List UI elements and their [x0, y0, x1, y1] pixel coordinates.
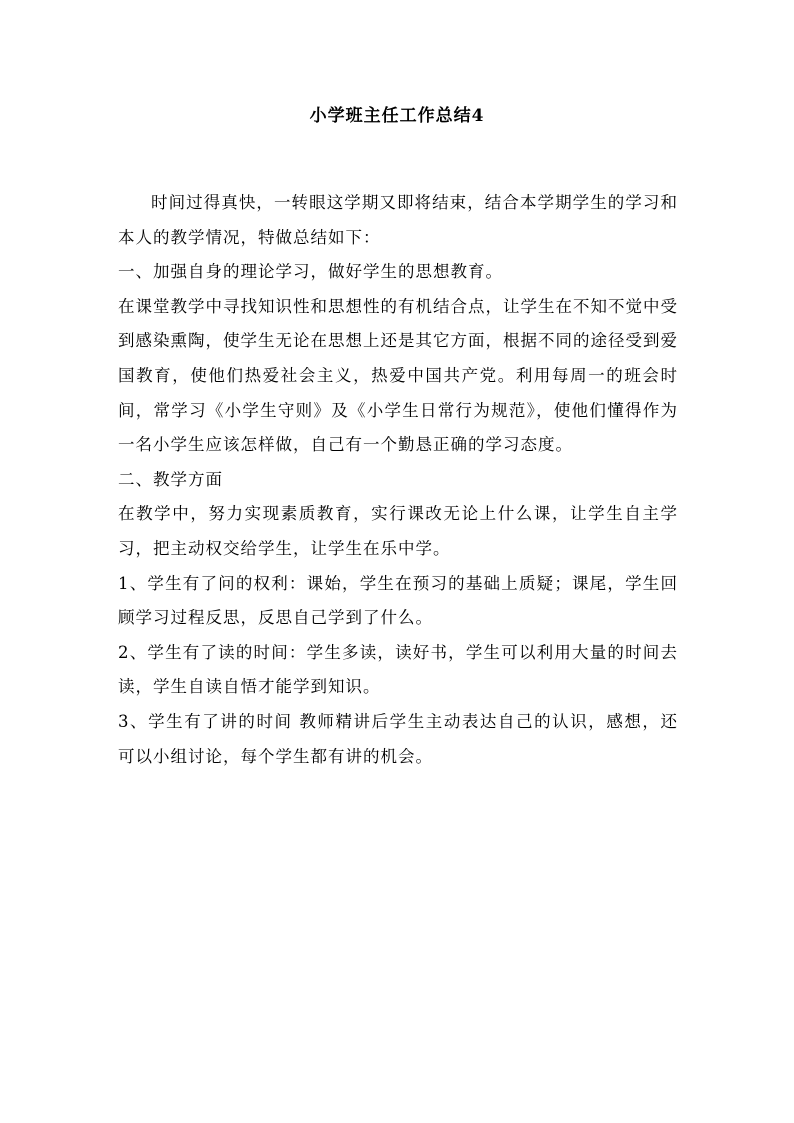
section-heading-1: 一、加强自身的理论学习，做好学生的思想教育。 — [118, 262, 503, 282]
section-heading-2: 二、教学方面 — [118, 469, 223, 489]
list-item-1: 1、学生有了问的权利：课始，学生在预习的基础上质疑；课尾，学生回顾学习过程反思，反思自己学到了什么。 — [118, 573, 678, 628]
intro-paragraph: 时间过得真快，一转眼这学期又即将结束，结合本学期学生的学习和本人的教学情况，特做总结如下： — [118, 193, 678, 247]
list-item-2: 2、学生有了读的时间：学生多读，读好书，学生可以利用大量的时间去读，学生自读自悟才能学到知识。 — [118, 642, 678, 697]
list-item-3: 3、学生有了讲的时间 教师精讲后学生主动表达自己的认识，感想，还可以小组讨论，每个学生都有讲的机会。 — [118, 711, 678, 766]
document-body — [118, 186, 678, 774]
section-1-paragraph: 在课堂教学中寻找知识性和思想性的有机结合点，让学生在不知不觉中受到感染熏陶，使学生无论在思想上还是其它方面，根据不同的途径受到爱国教育，使他们热爱社会主义，热爱中国共产党。利用每周一的班会时间，常学习《小学生守则》及《小学生日常行为规范》，使他们懂得作为一名小学生应该怎样做，自己有一个勤恳正确的学习态度。 — [118, 296, 678, 455]
section-2-paragraph: 在教学中，努力实现素质教育，实行课改无论上什么课，让学生自主学习，把主动权交给学生，让学生在乐中学。 — [118, 504, 678, 558]
document-title: 小学班主任工作总结4 — [309, 106, 485, 126]
